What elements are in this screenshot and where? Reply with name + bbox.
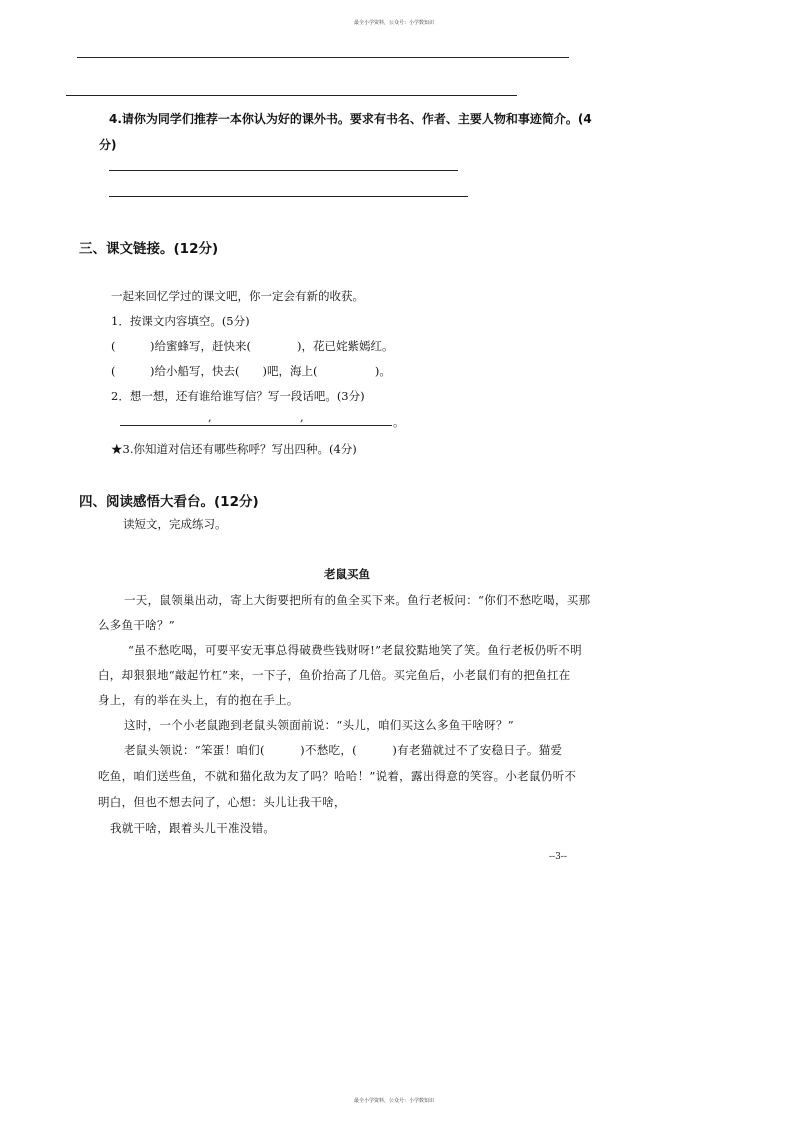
separator-comma: ,: [300, 410, 304, 424]
story-line: 老鼠头领说：“笨蛋！咱们( )不愁吃，( )有老猫就过不了安稳日子。猫爱: [124, 743, 563, 757]
section-4-instruction: 读短文，完成练习。: [123, 517, 227, 531]
question-3: ★3.你知道对信还有哪些称呼？写出四种。(4分): [111, 442, 357, 456]
answer-line: [109, 170, 458, 171]
story-line: 身上，有的举在头上，有的抱在手上。: [98, 693, 299, 707]
question-4-text: 4.请你为同学们推荐一本你认为好的课外书。要求有书名、作者、主要人物和事迹简介。(4: [109, 112, 592, 126]
page-header: 最全小学资料，公众号：小学数知识: [354, 20, 435, 26]
page-number: --3--: [549, 852, 567, 862]
answer-line: [77, 57, 569, 58]
fill-blank-1: ( )给蜜蜂写，赶快来( )，花已姹紫嫣红。: [111, 339, 394, 353]
story-line: 这时，一个小老鼠跑到老鼠头领面前说：“头儿，咱们买这么多鱼干啥呀？”: [124, 718, 514, 732]
story-line: “虽不愁吃喝，可要平安无事总得破费些钱财呀!”老鼠狡黠地笑了笑。鱼行老板仍听不明: [128, 643, 582, 657]
question-2: 2．想一想，还有谁给谁写信？写一段话吧。(3分): [111, 389, 365, 403]
story-line: 白，却狠狠地“敲起竹杠”来，一下子，鱼价抬高了几倍。买完鱼后，小老鼠们有的把鱼扛在: [98, 668, 571, 682]
story-title: 老鼠买鱼: [324, 567, 370, 581]
question-4-text-cont: 分): [99, 138, 117, 152]
story-line: 么多鱼干啥？”: [98, 618, 175, 632]
fill-blank-2: ( )给小船写，快去( )吧，海上( )。: [111, 364, 391, 378]
answer-line: [120, 425, 392, 426]
answer-line: [66, 95, 517, 96]
line-end-period: 。: [393, 415, 405, 429]
story-line: 一天，鼠领巢出动，寄上大街要把所有的鱼全买下来。鱼行老板问：“你们不愁吃喝，买那: [124, 593, 591, 607]
story-line: 吃鱼，咱们送些鱼，不就和猫化敌为友了吗？哈哈！”说着，露出得意的笑容。小老鼠仍听不: [98, 769, 577, 783]
story-line: 明白，但也不想去问了，心想：头儿让我干啥，: [98, 795, 346, 809]
page-footer: 最全小学资料，公众号：小学数知识: [354, 1098, 435, 1104]
section-3-title: 三、课文链接。(12分): [79, 241, 219, 257]
answer-line: [109, 196, 468, 197]
separator-comma: ,: [208, 410, 212, 424]
question-1: 1．按课文内容填空。(5分): [111, 314, 250, 328]
story-line: 我就干啥，跟着头儿干准没错。: [110, 821, 276, 835]
section-4-title: 四、阅读感悟大看台。(12分): [79, 494, 259, 510]
section-3-intro: 一起来回忆学过的课文吧，你一定会有新的收获。: [111, 289, 364, 303]
